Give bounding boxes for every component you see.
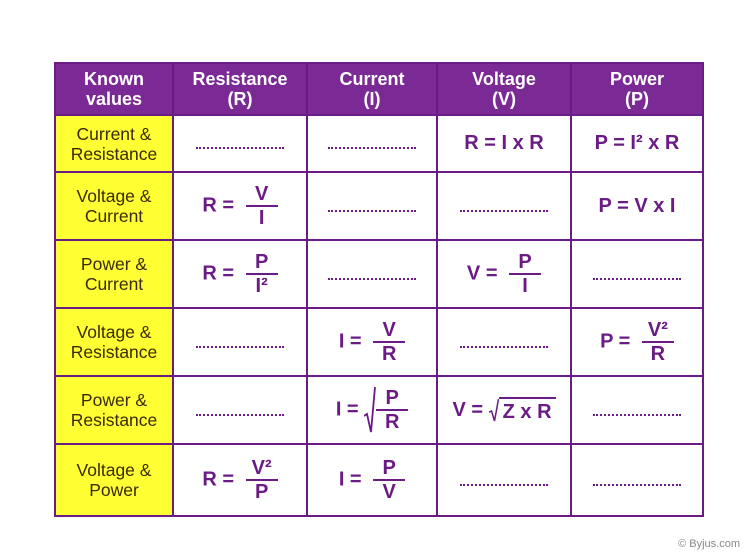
header-known-line1: Known (84, 69, 144, 89)
numerator: V (373, 319, 405, 343)
table-row (55, 172, 703, 240)
table-row (55, 308, 703, 376)
table-row (55, 115, 703, 172)
cell-resistance-formula (173, 172, 307, 240)
formula-lhs: R = (202, 262, 235, 285)
row-label-line2: Resistance (70, 410, 158, 430)
header-current (307, 63, 437, 115)
header-current-label: Current (339, 69, 405, 89)
row-label-line2: Current (84, 274, 144, 294)
blank-dots (196, 346, 284, 348)
formula-lhs: R = (202, 194, 235, 217)
cell-voltage-formula (437, 115, 571, 172)
formula-text: R = I x R (464, 132, 544, 154)
header-voltage (437, 63, 571, 115)
cell-current-empty (307, 172, 437, 240)
row-label-line1: Voltage & (76, 460, 152, 480)
fraction (246, 183, 278, 229)
cell-power-empty (571, 240, 703, 308)
formula-lhs: I = (338, 330, 362, 353)
cell-current-formula (307, 444, 437, 516)
formula-lhs: I = (338, 468, 362, 491)
numerator: P (376, 387, 408, 411)
numerator: P (246, 251, 278, 275)
blank-dots (593, 278, 681, 280)
square-root (364, 386, 408, 434)
blank-dots (328, 210, 416, 212)
cell-voltage-empty (437, 308, 571, 376)
formula-lhs: V = (466, 262, 498, 285)
cell-voltage-formula (437, 376, 571, 444)
radical-sign-icon (364, 386, 376, 434)
header-voltage-label: Voltage (472, 69, 536, 89)
formula-lhs: R = (202, 468, 235, 491)
header-resistance-label: Resistance (192, 69, 288, 89)
cell-resistance-empty (173, 376, 307, 444)
header-known-values (55, 63, 173, 115)
radicand: Z x R (499, 397, 556, 424)
header-known-line2: values (85, 89, 143, 109)
blank-dots (196, 414, 284, 416)
cell-voltage-formula (437, 240, 571, 308)
denominator: I (522, 275, 528, 297)
numerator: V (246, 183, 278, 207)
fraction (376, 387, 408, 433)
numerator: V² (246, 457, 278, 481)
row-label-line2: Resistance (70, 342, 158, 362)
header-power (571, 63, 703, 115)
square-root (489, 397, 556, 424)
copyright-credit: © Byjus.com (678, 538, 740, 550)
blank-dots (328, 147, 416, 149)
blank-dots (460, 484, 548, 486)
row-label-voltage-resistance (55, 308, 173, 376)
formula-lhs: V = (452, 398, 484, 421)
blank-dots (593, 414, 681, 416)
cell-power-empty (571, 444, 703, 516)
row-label-current-resistance (55, 115, 173, 172)
cell-power-formula (571, 115, 703, 172)
formula-lhs: I = (335, 398, 359, 421)
cell-current-empty (307, 240, 437, 308)
cell-voltage-empty (437, 172, 571, 240)
row-label-line2: Resistance (70, 143, 158, 164)
header-power-label: Power (609, 69, 665, 89)
row-label-power-current (55, 240, 173, 308)
fraction (373, 319, 405, 365)
formula-text: P = V x I (598, 194, 676, 217)
cell-voltage-empty (437, 444, 571, 516)
header-resistance (173, 63, 307, 115)
row-label-line1: Power & (80, 254, 148, 274)
ohms-law-table (54, 62, 704, 517)
denominator: I² (255, 275, 268, 297)
cell-current-formula (307, 308, 437, 376)
header-row (55, 63, 703, 115)
numerator: P (509, 251, 541, 275)
row-label-line1: Voltage & (76, 322, 152, 342)
denominator: R (381, 343, 397, 365)
fraction (246, 251, 278, 297)
blank-dots (460, 346, 548, 348)
cell-current-empty (307, 115, 437, 172)
radical-sign-icon (489, 398, 499, 422)
header-resistance-symbol: (R) (227, 89, 253, 109)
denominator: I (258, 207, 265, 229)
cell-resistance-formula (173, 444, 307, 516)
row-label-power-resistance (55, 376, 173, 444)
denominator: R (384, 411, 400, 433)
blank-dots (460, 210, 548, 212)
header-current-symbol: (I) (363, 89, 381, 109)
denominator: P (254, 481, 269, 503)
row-label-line1: Current & (76, 123, 152, 144)
table-row (55, 240, 703, 308)
cell-power-empty (571, 376, 703, 444)
cell-resistance-empty (173, 308, 307, 376)
row-label-line1: Power & (80, 390, 148, 410)
cell-power-formula (571, 308, 703, 376)
header-voltage-symbol: (V) (492, 89, 516, 109)
denominator: V (382, 481, 396, 503)
formula-lhs: P = (600, 330, 631, 353)
row-label-line2: Current (84, 206, 144, 226)
denominator: R (650, 343, 666, 365)
numerator: V² (642, 319, 674, 343)
fraction (373, 457, 405, 503)
cell-power-formula (571, 172, 703, 240)
fraction (246, 457, 278, 503)
table-row (55, 444, 703, 516)
cell-current-formula (307, 376, 437, 444)
header-power-symbol: (P) (625, 89, 649, 109)
fraction (509, 251, 541, 297)
cell-resistance-empty (173, 115, 307, 172)
table-row (55, 376, 703, 444)
blank-dots (196, 147, 284, 149)
row-label-line1: Voltage & (76, 186, 152, 206)
row-label-voltage-power (55, 444, 173, 516)
row-label-line2: Power (89, 480, 139, 500)
blank-dots (328, 278, 416, 280)
formula-text: P = I² x R (594, 132, 680, 154)
blank-dots (593, 484, 681, 486)
cell-resistance-formula (173, 240, 307, 308)
row-label-voltage-current (55, 172, 173, 240)
numerator: P (373, 457, 405, 481)
fraction (642, 319, 674, 365)
